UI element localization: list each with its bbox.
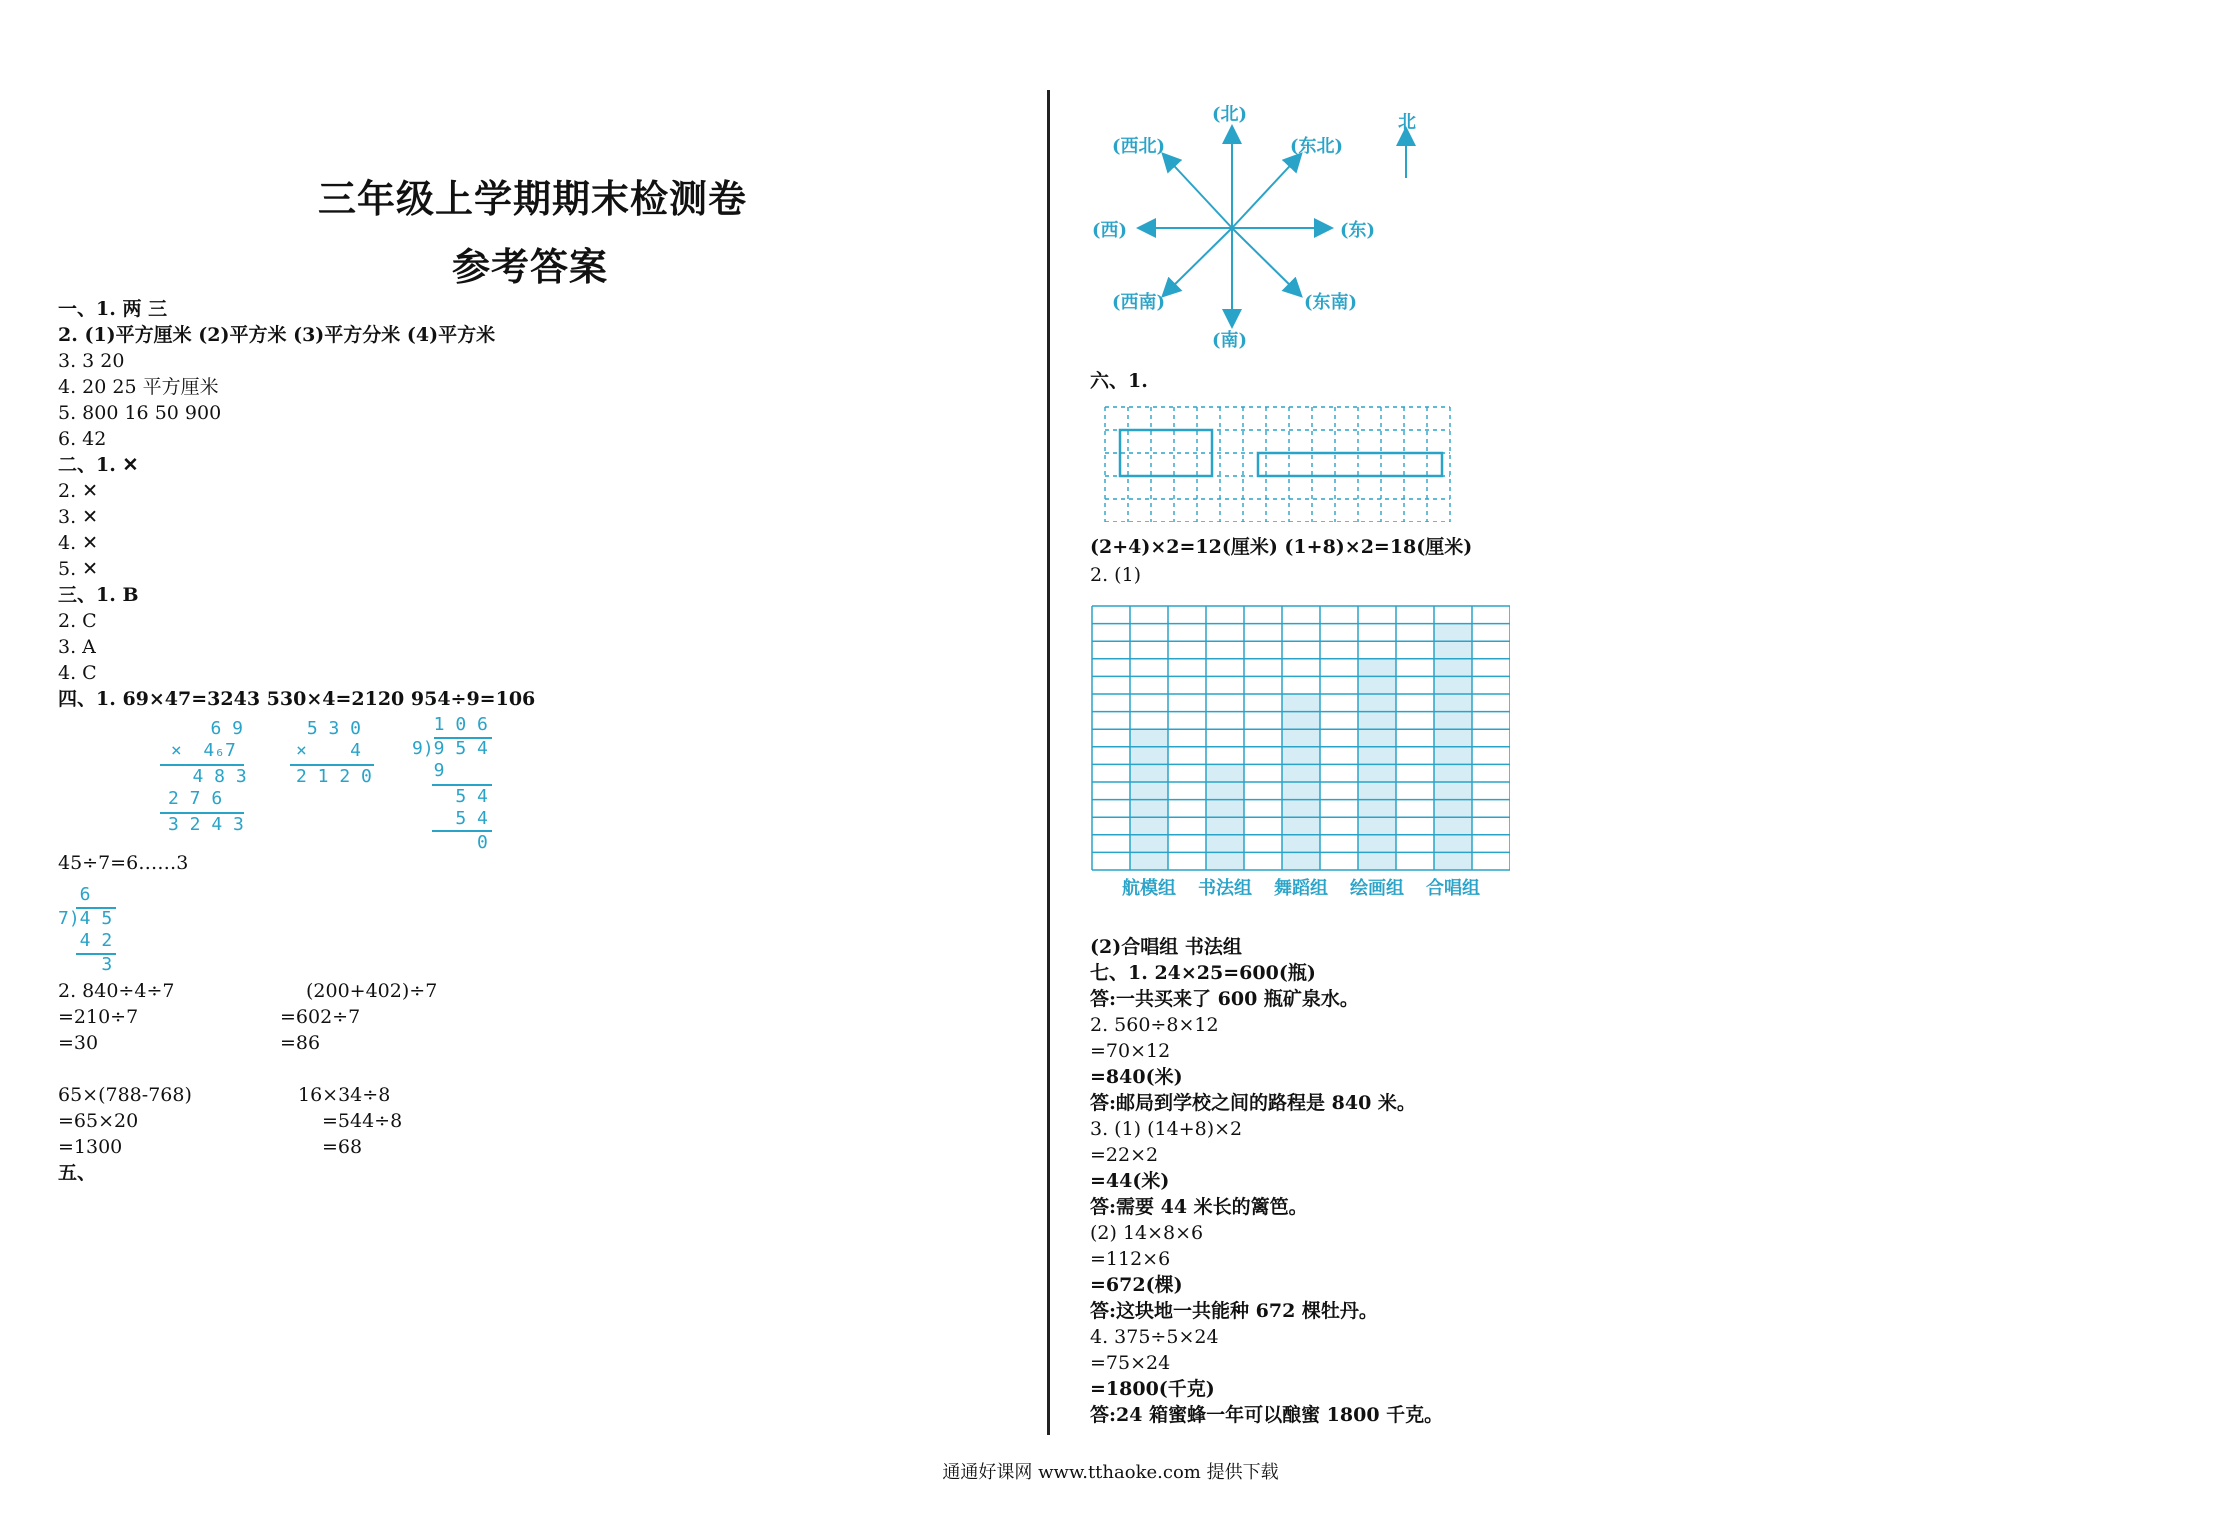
answer-line: 3. A: [58, 636, 96, 658]
answer-line: 2. ✕: [58, 480, 99, 502]
bar-chart: [1090, 604, 1510, 904]
compass-northeast-label: (东北): [1290, 136, 1344, 157]
section-six-heading: 六、1.: [1090, 370, 1148, 392]
calc-line: 6: [58, 884, 91, 905]
bar-label: 舞蹈组: [1274, 878, 1328, 899]
answer-line: 5. ✕: [58, 558, 99, 580]
footer-credit: 通通好课网 www.tthaoke.com 提供下载: [942, 1462, 1279, 1483]
rectangle-grid: [1100, 406, 1466, 522]
answer-line: 4. C: [58, 662, 97, 684]
answer-line: 3. ✕: [58, 506, 99, 528]
calc-line: 3: [58, 954, 113, 975]
calc-line: × 4₆7: [160, 740, 236, 761]
answer-line: 答:邮局到学校之间的路程是 840 米。: [1090, 1092, 1416, 1114]
calc-line: 4 2: [58, 930, 113, 951]
calc-step: =86: [280, 1032, 321, 1054]
calc-line: 3 2 4 3: [168, 814, 244, 835]
bar-label: 绘画组: [1350, 878, 1404, 899]
answer-line: 2. 560÷8×12: [1090, 1014, 1219, 1036]
answer-line: =75×24: [1090, 1352, 1171, 1374]
calc-line: 6 9: [178, 718, 244, 739]
answer-line: 2. C: [58, 610, 97, 632]
section-five-heading: 五、: [58, 1162, 97, 1184]
calc-step: =30: [58, 1032, 99, 1054]
compass-southeast-label: (东南): [1304, 292, 1358, 313]
bar-label: 书法组: [1198, 878, 1252, 899]
answer-line: =672(棵): [1090, 1274, 1183, 1296]
answer-line: =70×12: [1090, 1040, 1171, 1062]
page-subtitle: 参考答案: [452, 244, 609, 289]
answer-line: 七、1. 24×25=600(瓶): [1090, 962, 1316, 984]
calc-line: 9)9 5 4: [412, 738, 488, 759]
calc-line: 7)4 5: [58, 908, 113, 929]
calc-step: =65×20: [58, 1110, 139, 1132]
compass-east-label: (东): [1340, 220, 1376, 241]
answer-line: 3. 3 20: [58, 350, 125, 372]
compass-north-label: (北): [1212, 104, 1248, 125]
rectangle-2x4: [1120, 430, 1212, 476]
calc-line: 0: [412, 832, 488, 853]
calc-line: 2 7 6: [168, 788, 223, 809]
calc-line: 5 3 0: [296, 718, 362, 739]
rectangle-1x8: [1258, 453, 1442, 476]
answer-line: (2) 14×8×6: [1090, 1222, 1204, 1244]
calc-line: 1 0 6: [412, 714, 488, 735]
answer-line: 三、1. B: [58, 584, 139, 606]
question-six-2: 2. (1): [1090, 564, 1142, 586]
calc-step: =210÷7: [58, 1006, 139, 1028]
calc-step: 65×(788-768): [58, 1084, 192, 1106]
compass-south-label: (南): [1212, 330, 1248, 351]
calc-step: 16×34÷8: [298, 1084, 391, 1106]
answer-line: =44(米): [1090, 1170, 1170, 1192]
page-title: 三年级上学期期末检测卷: [318, 176, 748, 221]
answer-line: =840(米): [1090, 1066, 1183, 1088]
compass-west-label: (西): [1092, 220, 1128, 241]
answer-line: 3. (1) (14+8)×2: [1090, 1118, 1243, 1140]
column-divider: [1047, 90, 1050, 1435]
answer-line: 2. (1)平方厘米 (2)平方米 (3)平方分米 (4)平方米: [58, 324, 496, 346]
calc-step: =544÷8: [322, 1110, 403, 1132]
answer-line: =112×6: [1090, 1248, 1171, 1270]
answer-line: 5. 800 16 50 900: [58, 402, 222, 424]
answer-line: 4. 20 25 平方厘米: [58, 376, 219, 398]
calc-step: (200+402)÷7: [306, 980, 438, 1002]
answer-line: 一、1. 两 三: [58, 298, 168, 320]
calc-step: =68: [322, 1136, 363, 1158]
answer-line: 45÷7=6……3: [58, 852, 189, 874]
answer-line: 答:这块地一共能种 672 棵牡丹。: [1090, 1300, 1378, 1322]
calc-line: 5 4: [412, 808, 488, 829]
answer-line: 二、1. ✕: [58, 454, 139, 476]
answer-line: 答:24 箱蜜蜂一年可以酿蜜 1800 千克。: [1090, 1404, 1444, 1426]
chart-answer: (2)合唱组 书法组: [1090, 936, 1242, 958]
answer-line: =22×2: [1090, 1144, 1159, 1166]
perimeter-answers: (2+4)×2=12(厘米) (1+8)×2=18(厘米): [1090, 536, 1473, 558]
answer-line: 四、1. 69×47=3243 530×4=2120 954÷9=106: [58, 688, 536, 710]
answer-line: 4. 375÷5×24: [1090, 1326, 1219, 1348]
calc-step: =602÷7: [280, 1006, 361, 1028]
calc-line: 2 1 2 0: [296, 766, 372, 787]
answer-line: 6. 42: [58, 428, 107, 450]
north-arrow-label: 北: [1398, 112, 1416, 133]
calc-step: 2. 840÷4÷7: [58, 980, 175, 1002]
answer-line: =1800(千克): [1090, 1378, 1215, 1400]
answer-line: 答:需要 44 米长的篱笆。: [1090, 1196, 1308, 1218]
bar-label: 合唱组: [1426, 878, 1480, 899]
bar-label: 航模组: [1122, 878, 1176, 899]
compass-southwest-label: (西南): [1112, 292, 1166, 313]
calc-line: × 4: [296, 740, 362, 761]
calc-line: 4 8 3: [160, 766, 247, 787]
answer-line: 4. ✕: [58, 532, 99, 554]
calc-line: 9: [412, 760, 445, 781]
answer-line: 答:一共买来了 600 瓶矿泉水。: [1090, 988, 1359, 1010]
calc-line: 5 4: [412, 786, 488, 807]
compass-northwest-label: (西北): [1112, 136, 1166, 157]
calc-step: =1300: [58, 1136, 123, 1158]
